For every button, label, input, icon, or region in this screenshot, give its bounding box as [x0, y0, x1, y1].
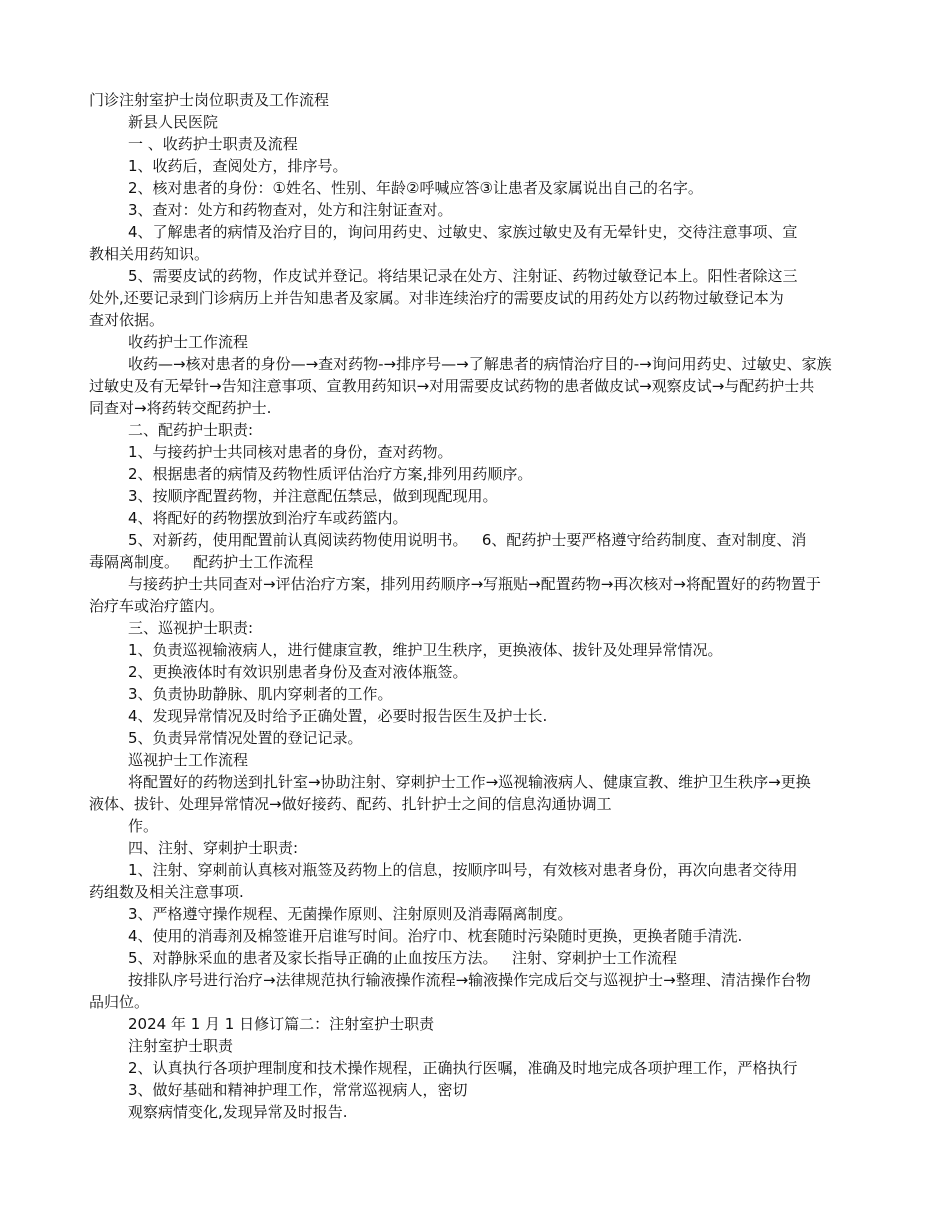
section-heading: 收药护士工作流程 — [128, 333, 249, 351]
text-line: 毒隔离制度。 配药护士工作流程 — [89, 553, 314, 571]
text-line: 查对依据。 — [89, 311, 165, 329]
text-line: 3、按顺序配置药物，并注意配伍禁忌，做到现配现用。 — [128, 487, 498, 505]
section-heading: 巡视护士工作流程 — [128, 751, 249, 769]
text-line: 1、注射、穿刺前认真核对瓶签及药物上的信息，按顺序叫号，有效核对患者身份，再次向患者交待用 — [128, 861, 798, 879]
text-line: 按排队序号进行治疗→法律规范执行输液操作流程→输液操作完成后交与巡视护士→整理、清洁操作台物 — [128, 971, 811, 989]
text-line: 液体、拔针、处理异常情况→做好接药、配药、扎针护士之间的信息沟通协调工 — [89, 795, 612, 813]
text-line: 收药—→核对患者的身份—→查对药物-→排序号—→了解患者的病情治疗目的-→询问用药史、过敏史、家族 — [128, 355, 832, 373]
text-line: 4、发现异常情况及时给予正确处置，必要时报告医生及护士长. — [128, 707, 548, 725]
text-line: 2、核对患者的身份：①姓名、性别、年龄②呼喊应答③让患者及家属说出自己的名字。 — [128, 179, 703, 197]
text-line: 2、认真执行各项护理制度和技术操作规程，正确执行医嘱，准确及时地完成各项护理工作，严格执行 — [128, 1059, 798, 1077]
section-heading: 2024 年 1 月 1 日修订篇二：注射室护士职责 — [128, 1015, 435, 1033]
text-line: 与接药护士共同查对→评估治疗方案，排列用药顺序→写瓶贴→配置药物→再次核对→将配置好的药物置于 — [128, 575, 821, 593]
section-heading: 一 、收药护士职责及流程 — [128, 135, 298, 153]
document-title: 门诊注射室护士岗位职责及工作流程 — [89, 91, 330, 109]
section-heading: 注射室护士职责 — [128, 1037, 234, 1055]
text-line: 处外,还要记录到门诊病历上并告知患者及家属。对非连续治疗的需要皮试的用药处方以药物过敏登记本为 — [89, 289, 784, 307]
section-heading: 二、配药护士职责: — [128, 421, 254, 439]
text-line: 将配置好的药物送到扎针室→协助注射、穿刺护士工作→巡视输液病人、健康宣教、维护卫生秩序→更换 — [128, 773, 811, 791]
text-line: 1、与接药护士共同核对患者的身份，查对药物。 — [128, 443, 453, 461]
text-line: 2、更换液体时有效识别患者身份及查对液体瓶签。 — [128, 663, 468, 681]
text-line: 过敏史及有无晕针→告知注意事项、宣教用药知识→对用需要皮试药物的患者做皮试→观察皮试→与配药护士共 — [89, 377, 815, 395]
text-line: 5、负责异常情况处置的登记记录。 — [128, 729, 363, 747]
text-line: 5、对静脉采血的患者及家长指导正确的止血按压方法。 注射、穿刺护士工作流程 — [128, 949, 677, 967]
text-line: 2、根据患者的病情及药物性质评估治疗方案,排列用药顺序。 — [128, 465, 533, 483]
text-line: 治疗车或治疗篮内。 — [89, 597, 225, 615]
text-line: 5、需要皮试的药物，作皮试并登记。将结果记录在处方、注射证、药物过敏登记本上。阳性者除这三 — [128, 267, 798, 285]
section-heading: 四、注射、穿刺护士职责: — [128, 839, 299, 857]
text-line: 3、负责协助静脉、肌内穿刺者的工作。 — [128, 685, 393, 703]
text-line: 3、严格遵守操作规程、无菌操作原则、注射原则及消毒隔离制度。 — [128, 905, 573, 923]
section-heading: 三、巡视护士职责: — [128, 619, 254, 637]
text-line: 3、做好基础和精神护理工作，常常巡视病人，密切 — [128, 1081, 468, 1099]
text-line: 1、负责巡视输液病人，进行健康宣教，维护卫生秩序，更换液体、拔针及处理异常情况。 — [128, 641, 723, 659]
hospital-name: 新县人民医院 — [128, 113, 219, 131]
text-line: 观察病情变化,发现异常及时报告. — [128, 1103, 348, 1121]
text-line: 3、查对：处方和药物查对，处方和注射证查对。 — [128, 201, 453, 219]
text-line: 教相关用药知识。 — [89, 245, 210, 263]
text-line: 药组数及相关注意事项. — [89, 883, 244, 901]
text-line: 品归位。 — [89, 993, 150, 1011]
text-line: 4、将配好的药物摆放到治疗车或药篮内。 — [128, 509, 408, 527]
text-line: 5、对新药，使用配置前认真阅读药物使用说明书。 6、配药护士要严格遵守给药制度、查对制度、消 — [128, 531, 807, 549]
text-line: 4、使用的消毒剂及棉签谁开启谁写时间。治疗巾、枕套随时污染随时更换，更换者随手清洗. — [128, 927, 743, 945]
text-line: 同查对→将药转交配药护士. — [89, 399, 272, 417]
text-line: 作。 — [128, 817, 159, 835]
text-line: 1、收药后，查阅处方，排序号。 — [128, 157, 348, 175]
text-line: 4、了解患者的病情及治疗目的，询问用药史、过敏史、家族过敏史及有无晕针史，交待注意事项、宣 — [128, 223, 798, 241]
